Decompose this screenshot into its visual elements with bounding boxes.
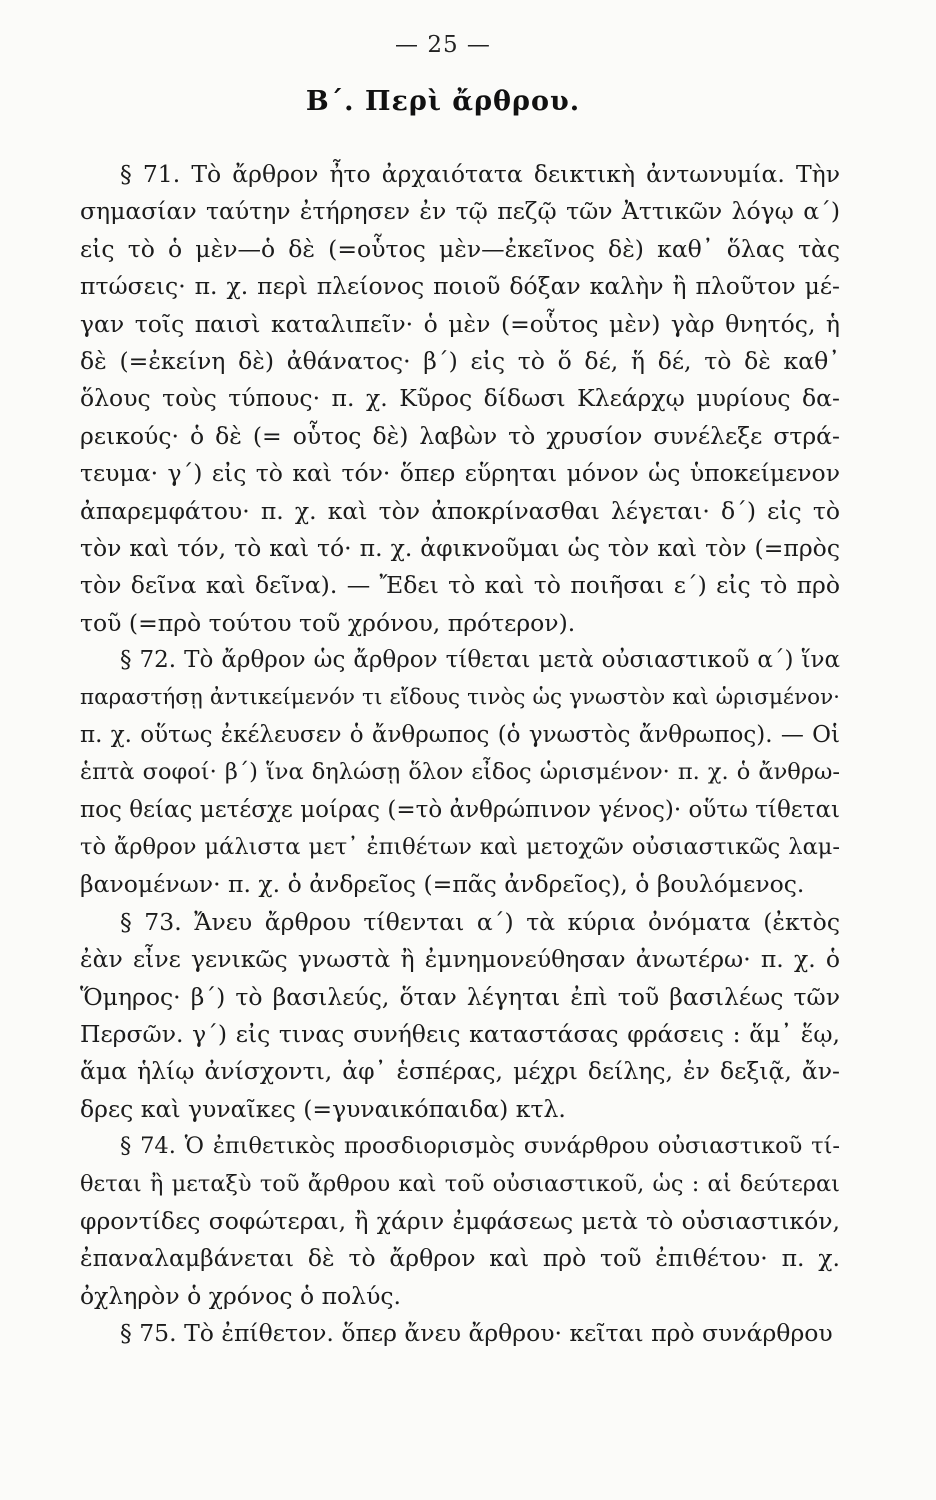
text-line: ἑπτὰ σοφοί· β΄) ἵνα δηλώσῃ ὅλον εἶδος ὡρισμένον· π. χ. ὁ ἄνθρω- <box>80 759 840 786</box>
text-line: τοῦ (=πρὸ τούτου τοῦ χρόνου, πρότερον). <box>80 608 576 637</box>
text-line: § 72. Τὸ ἄρθρον ὡς ἄρθρον τίθεται μετὰ οὐσιαστικοῦ α΄) ἵνα <box>120 647 840 674</box>
text-line: ὅλους τοὺς τύπους· π. χ. Κῦρος δίδωσι Κλεάρχῳ μυρίους δα- <box>80 384 840 413</box>
text-line: σημασίαν ταύτην ἐτήρησεν ἐν τῷ πεζῷ τῶν Ἀττικῶν λόγῳ α΄) <box>80 197 840 226</box>
text-line: ὀχληρὸν ὁ χρόνος ὁ πολύς. <box>80 1281 401 1310</box>
text-line: ἀπαρεμφάτου· π. χ. καὶ τὸν ἀποκρίνασθαι λέγεται· δ΄) εἰς τὸ <box>80 496 840 525</box>
text-line: τὸν δεῖνα καὶ δεῖνα). — Ἔδει τὸ καὶ τὸ ποιῆσαι ε΄) εἰς τὸ πρὸ <box>80 571 840 600</box>
text-line: ἐὰν εἶνε γενικῶς γνωστὰ ἢ ἐμνημονεύθησαν ἀνωτέρω· π. χ. ὁ <box>80 945 840 974</box>
text-line: ἅμα ἡλίῳ ἀνίσχοντι, ἀφ᾽ ἑσπέρας, μέχρι δείλης, ἐν δεξιᾷ, ἄν- <box>80 1057 840 1086</box>
text-line: βανομένων· π. χ. ὁ ἀνδρεῖος (=πᾶς ἀνδρεῖος), ὁ βουλόμενος. <box>80 870 805 899</box>
text-line: δὲ (=ἐκείνη δὲ) ἀθάνατος· β΄) εἰς τὸ ὅ δέ, ἥ δέ, τὸ δὲ καθ᾽ <box>80 346 840 375</box>
text-line: π. χ. οὕτως ἐκέλευσεν ὁ ἄνθρωπος (ὁ γνωστὸς ἄνθρωπος). — Οἱ <box>80 721 840 748</box>
text-line: § 73. Ἄνευ ἄρθρου τίθενται α΄) τὰ κύρια ὀνόματα (ἐκτὸς <box>120 907 840 936</box>
text-line: Περσῶν. γ΄) εἰς τινας συνήθεις καταστάσας φράσεις : ἅμ᾽ ἕῳ, <box>80 1019 840 1048</box>
text-line: πος θείας μετέσχε μοίρας (=τὸ ἀνθρώπινον γένος)· οὕτω τίθεται <box>80 796 840 823</box>
text-line: ρεικούς· ὁ δὲ (= οὗτος δὲ) λαβὼν τὸ χρυσίον συνέλεξε στρά- <box>80 421 840 450</box>
text-line: § 75. Τὸ ἐπίθετον. ὅπερ ἄνευ ἄρθρου· κεῖται πρὸ συνάρθρου <box>120 1319 833 1348</box>
page-number: — 25 — <box>395 32 491 58</box>
text-line: εἰς τὸ ὁ μὲν—ὁ δὲ (=οὗτος μὲν—ἐκεῖνος δὲ) καθ᾽ ὅλας τὰς <box>80 234 840 263</box>
text-line: τὸ ἄρθρον μάλιστα μετ᾽ ἐπιθέτων καὶ μετοχῶν οὐσιαστικῶς λαμ- <box>80 834 840 861</box>
text-line: γαν τοῖς παισὶ καταλιπεῖν· ὁ μὲν (=οὗτος μὲν) γὰρ θνητός, ἡ <box>80 309 840 338</box>
text-line: § 71. Τὸ ἄρθρον ἦτο ἀρχαιότατα δεικτικὴ ἀντωνυμία. Τὴν <box>120 160 840 188</box>
text-line: φροντίδες σοφώτεραι, ἢ χάριν ἐμφάσεως μετὰ τὸ οὐσιαστικόν, <box>80 1206 840 1235</box>
text-line: ἐπαναλαμβάνεται δὲ τὸ ἄρθρον καὶ πρὸ τοῦ ἐπιθέτου· π. χ. <box>80 1244 840 1273</box>
text-line: τευμα· γ΄) εἰς τὸ καὶ τόν· ὅπερ εὕρηται μόνον ὡς ὑποκείμενον <box>80 459 840 488</box>
text-line: Ὅμηρος· β΄) τὸ βασιλεύς, ὅταν λέγηται ἐπὶ τοῦ βασιλέως τῶν <box>80 982 840 1011</box>
text-line: δρες καὶ γυναῖκες (=γυναικόπαιδα) κτλ. <box>80 1094 566 1123</box>
text-line: τὸν καὶ τόν, τὸ καὶ τό· π. χ. ἀφικνοῦμαι ὡς τὸν καὶ τὸν (=πρὸς <box>80 533 840 562</box>
text-line: θεται ἢ μεταξὺ τοῦ ἄρθρου καὶ τοῦ οὐσιαστικοῦ, ὡς : αἱ δεύτεραι <box>80 1170 840 1197</box>
text-line: παραστήσῃ ἀντικείμενόν τι εἴδους τινὸς ὡς γνωστὸν καὶ ὡρισμένον· <box>80 685 840 711</box>
text-line: πτώσεις· π. χ. περὶ πλείονος ποιοῦ δόξαν καλὴν ἢ πλοῦτον μέ- <box>80 272 840 301</box>
chapter-heading: Β΄. Περὶ ἄρθρου. <box>305 86 581 117</box>
body-text <box>80 156 840 1353</box>
text-line: § 74. Ὁ ἐπιθετικὸς προσδιορισμὸς συνάρθρου οὐσιαστικοῦ τί- <box>120 1133 840 1160</box>
